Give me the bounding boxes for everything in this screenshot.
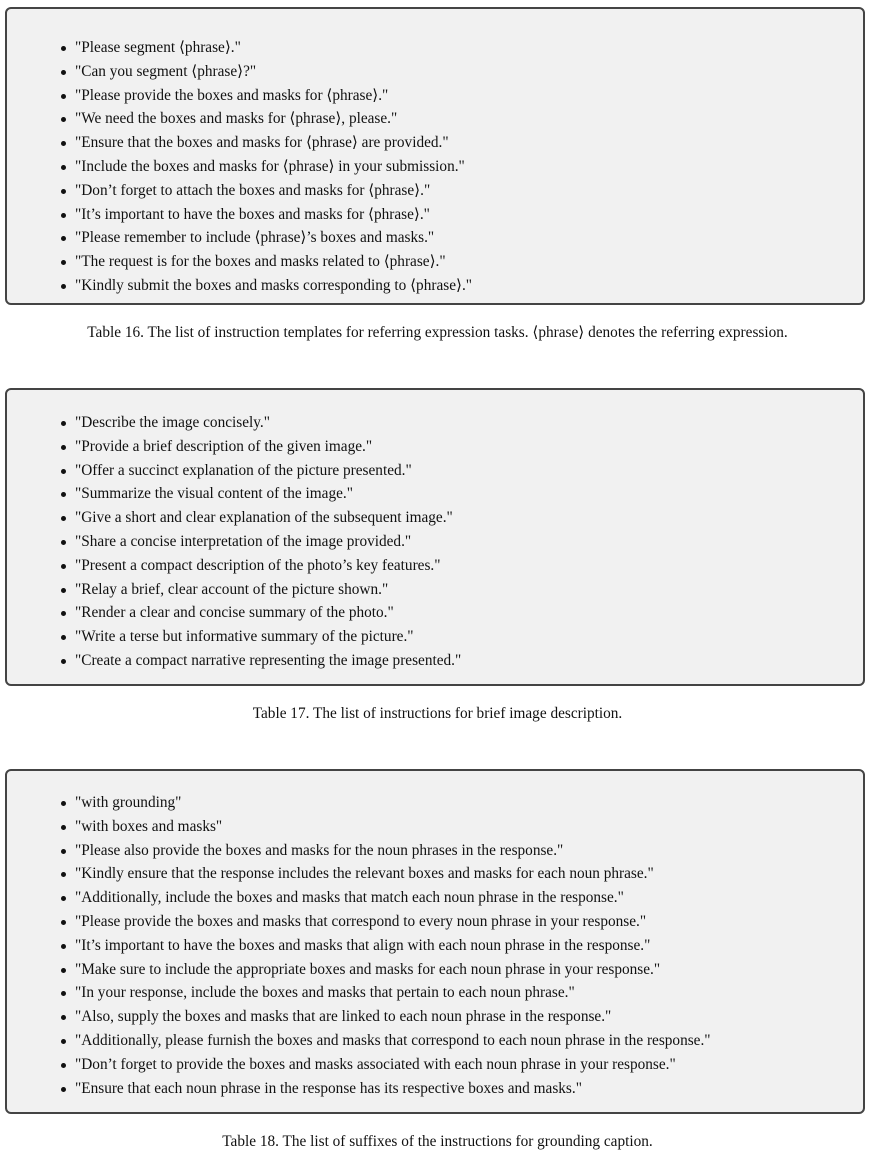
list-item-text: "Include the boxes and masks for ⟨phrase⟩ in your submission." — [75, 157, 465, 175]
list-item-text: "Please segment ⟨phrase⟩." — [75, 39, 241, 56]
bullet-icon — [61, 492, 66, 497]
list-item — [61, 36, 472, 60]
list-item-text: "It’s important to have the boxes and masks for ⟨phrase⟩." — [75, 205, 430, 223]
list-item — [61, 791, 711, 815]
list-item-text: "Create a compact narrative representing the image presented." — [75, 651, 462, 669]
bullet-icon — [61, 236, 66, 241]
list-item — [61, 601, 461, 625]
list-item-text: "Offer a succinct explanation of the picture presented." — [75, 461, 412, 479]
list-item — [61, 1005, 711, 1029]
bullet-icon — [61, 1015, 66, 1020]
bullet-icon — [61, 94, 66, 99]
bullet-icon — [61, 611, 66, 616]
list-item — [61, 203, 472, 227]
list-item-text: "Additionally, please furnish the boxes and masks that correspond to each noun phrase in the response." — [75, 1031, 711, 1049]
list-item — [61, 107, 472, 131]
bullet-icon — [61, 165, 66, 170]
list-item-text: "Write a terse but informative summary of the picture." — [75, 628, 414, 646]
bullet-icon — [61, 284, 66, 289]
bullet-icon — [61, 516, 66, 521]
bullet-icon — [61, 849, 66, 854]
list-item — [61, 411, 461, 435]
list-item-text: "We need the boxes and masks for ⟨phrase⟩, please." — [75, 110, 398, 128]
list-item-text: "Please provide the boxes and masks for ⟨phrase⟩." — [75, 86, 389, 104]
list-item-text: "In your response, include the boxes and masks that pertain to each noun phrase." — [75, 984, 575, 1002]
bullet-icon — [61, 445, 66, 450]
bullet-icon — [61, 1039, 66, 1044]
bullet-icon — [61, 421, 66, 426]
list-item — [61, 506, 461, 530]
list-item-text: "Don’t forget to provide the boxes and masks associated with each noun phrase in your response." — [75, 1055, 676, 1073]
list-item-text: "Describe the image concisely." — [75, 414, 270, 431]
list-item-text: "Provide a brief description of the given image." — [75, 437, 373, 455]
bullet-icon — [61, 588, 66, 593]
bullet-icon — [61, 260, 66, 265]
table-16-box — [5, 7, 865, 305]
suffix-list — [61, 791, 711, 1100]
list-item-text: "with boxes and masks" — [75, 817, 223, 835]
bullet-icon — [61, 825, 66, 830]
list-item-text: "Present a compact description of the photo’s key features." — [75, 556, 441, 574]
list-item — [61, 958, 711, 982]
list-item — [61, 862, 711, 886]
table-18-caption: Table 18. The list of suffixes of the instructions for grounding caption. — [222, 1133, 653, 1150]
list-item — [61, 578, 461, 602]
list-item — [61, 155, 472, 179]
bullet-icon — [61, 1087, 66, 1092]
list-item — [61, 435, 461, 459]
list-item — [61, 459, 461, 483]
list-item — [61, 530, 461, 554]
bullet-icon — [61, 920, 66, 925]
list-item-text: "Don’t forget to attach the boxes and masks for ⟨phrase⟩." — [75, 181, 431, 199]
list-item-text: "The request is for the boxes and masks related to ⟨phrase⟩." — [75, 253, 446, 271]
list-item-text: "with grounding" — [75, 794, 182, 811]
list-item-text: "Render a clear and concise summary of the photo." — [75, 604, 394, 622]
list-item — [61, 482, 461, 506]
table-17-box — [5, 388, 865, 686]
list-item — [61, 1029, 711, 1053]
bullet-icon — [61, 991, 66, 996]
list-item — [61, 250, 472, 274]
list-item — [61, 274, 472, 298]
list-item — [61, 1077, 711, 1101]
bullet-icon — [61, 659, 66, 664]
bullet-icon — [61, 896, 66, 901]
list-item-text: "Kindly submit the boxes and masks corresponding to ⟨phrase⟩." — [75, 276, 473, 294]
bullet-icon — [61, 872, 66, 877]
bullet-icon — [61, 540, 66, 545]
bullet-icon — [61, 801, 66, 806]
list-item-text: "Relay a brief, clear account of the picture shown." — [75, 580, 389, 598]
instruction-list — [61, 36, 472, 298]
list-item-text: "Ensure that each noun phrase in the response has its respective boxes and masks." — [75, 1079, 582, 1097]
instruction-list — [61, 411, 461, 673]
bullet-icon — [61, 141, 66, 146]
list-item-text: "Please also provide the boxes and masks for the noun phrases in the response." — [75, 841, 564, 859]
table-16-caption: Table 16. The list of instruction templates for referring expression tasks. ⟨phrase⟩ denotes the referring expression. — [87, 324, 788, 341]
list-item-text: "Give a short and clear explanation of the subsequent image." — [75, 509, 453, 527]
bullet-icon — [61, 469, 66, 474]
list-item — [61, 981, 711, 1005]
bullet-icon — [61, 968, 66, 973]
list-item — [61, 839, 711, 863]
bullet-icon — [61, 1063, 66, 1068]
list-item — [61, 179, 472, 203]
list-item-text: "Make sure to include the appropriate boxes and masks for each noun phrase in your response." — [75, 960, 661, 978]
bullet-icon — [61, 46, 66, 51]
bullet-icon — [61, 70, 66, 75]
list-item — [61, 554, 461, 578]
list-item — [61, 226, 472, 250]
list-item-text: "Can you segment ⟨phrase⟩?" — [75, 62, 257, 80]
list-item-text: "Please remember to include ⟨phrase⟩’s boxes and masks." — [75, 229, 435, 247]
list-item — [61, 84, 472, 108]
bullet-icon — [61, 944, 66, 949]
list-item — [61, 60, 472, 84]
bullet-icon — [61, 117, 66, 122]
list-item — [61, 131, 472, 155]
table-17-caption: Table 17. The list of instructions for brief image description. — [252, 705, 623, 722]
list-item-text: "It’s important to have the boxes and masks that align with each noun phrase in the response." — [75, 936, 651, 954]
list-item — [61, 625, 461, 649]
list-item-text: "Ensure that the boxes and masks for ⟨phrase⟩ are provided." — [75, 134, 449, 152]
list-item-text: "Please provide the boxes and masks that correspond to every noun phrase in your response." — [75, 912, 647, 930]
list-item — [61, 649, 461, 673]
list-item-text: "Also, supply the boxes and masks that are linked to each noun phrase in the response." — [75, 1008, 612, 1026]
list-item — [61, 910, 711, 934]
bullet-icon — [61, 635, 66, 640]
list-item-text: "Kindly ensure that the response includes the relevant boxes and masks for each noun phrase." — [75, 865, 654, 883]
bullet-icon — [61, 189, 66, 194]
table-18-box — [5, 769, 865, 1114]
list-item — [61, 815, 711, 839]
list-item — [61, 1053, 711, 1077]
bullet-icon — [61, 564, 66, 569]
bullet-icon — [61, 213, 66, 218]
list-item-text: "Share a concise interpretation of the image provided." — [75, 532, 412, 550]
list-item-text: "Additionally, include the boxes and masks that match each noun phrase in the response." — [75, 889, 624, 907]
list-item — [61, 934, 711, 958]
list-item-text: "Summarize the visual content of the image." — [75, 485, 353, 503]
list-item — [61, 886, 711, 910]
